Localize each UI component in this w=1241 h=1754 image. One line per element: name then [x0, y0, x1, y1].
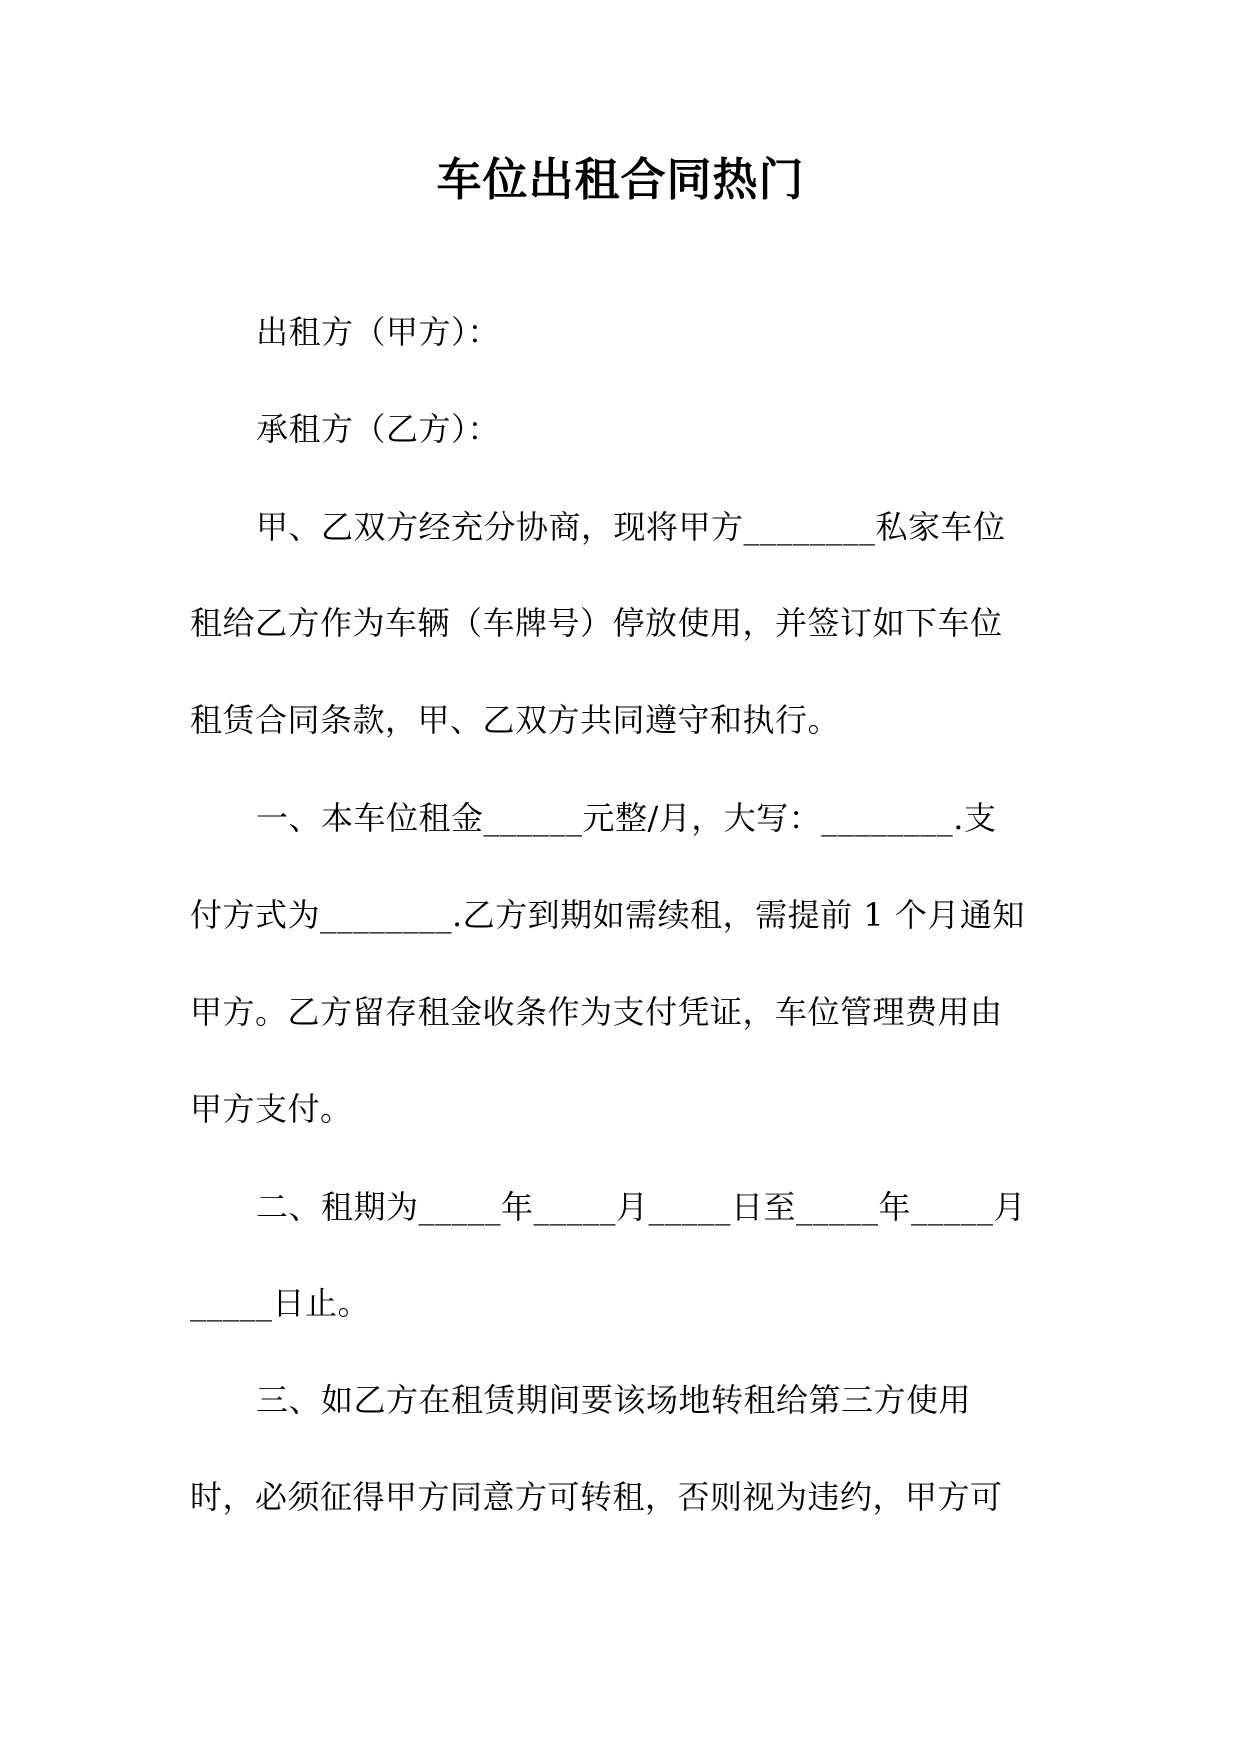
paragraph-line: 租给乙方作为车辆（车牌号）停放使用，并签订如下车位 [190, 604, 1003, 642]
clause-2-line: 二、租期为_____年_____月_____日至_____年_____月 [256, 1188, 1027, 1226]
clause-2-line: _____日止。 [190, 1284, 371, 1322]
lessor-line: 出租方（甲方）： [256, 313, 501, 351]
clause-1-line: 一、本车位租金______元整/月，大写：________.支 [256, 799, 997, 837]
lessee-line: 承租方（乙方）： [256, 410, 501, 448]
paragraph-line: 甲、乙双方经充分协商，现将甲方________私家车位 [256, 508, 1006, 546]
clause-1-line: 付方式为________.乙方到期如需续租，需提前 1 个月通知 [190, 896, 1025, 934]
clause-3-line: 时，必须征得甲方同意方可转租，否则视为违约，甲方可 [190, 1478, 1003, 1516]
clause-1-line: 甲方支付。 [190, 1090, 353, 1128]
clause-1-line: 甲方。乙方留存租金收条作为支付凭证，车位管理费用由 [190, 993, 1003, 1031]
paragraph-line: 租赁合同条款，甲、乙双方共同遵守和执行。 [190, 701, 841, 739]
document-title: 车位出租合同热门 [436, 153, 805, 206]
clause-3-line: 三、如乙方在租赁期间要该场地转租给第三方使用 [256, 1381, 972, 1419]
